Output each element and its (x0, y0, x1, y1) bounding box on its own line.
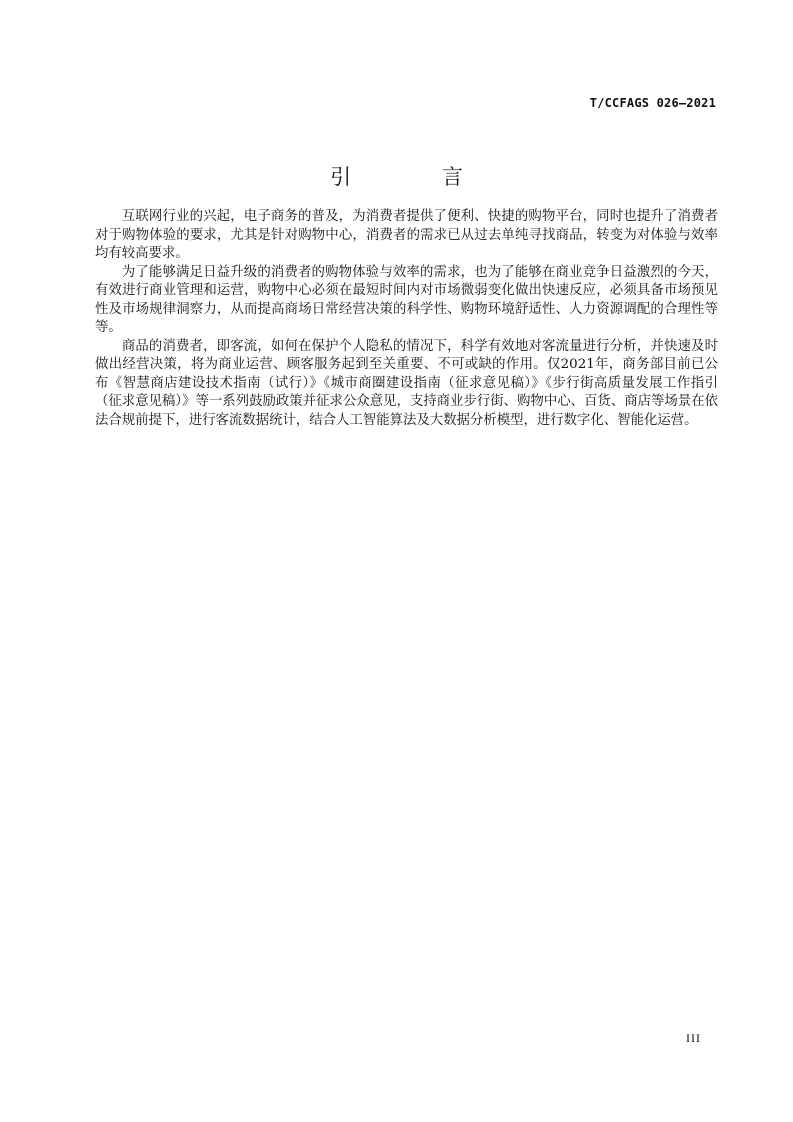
introduction-body (95, 208, 718, 430)
paragraph-1: 互联网行业的兴起，电子商务的普及，为消费者提供了便利、快捷的购物平台，同时也提升了消费者对于购物体验的要求，尤其是针对购物中心，消费者的需求已从过去单纯寻找商品，转变为对体验与效率均有较高要求。 (95, 209, 718, 261)
paragraph-2: 为了能够满足日益升级的消费者的购物体验与效率的需求，也为了能够在商业竞争日益激烈的今天，有效进行商业管理和运营，购物中心必须在最短时间内对市场微弱变化做出快速反应，必须具备市场预见性及市场规律洞察力，从而提高商场日常经营决策的科学性、购物环境舒适性、人力资源调配的合理性等等。 (95, 264, 718, 335)
page-title: 引 言 (330, 165, 505, 189)
page-number: III (686, 1031, 701, 1045)
standard-code: T/CCFAGS 026—2021 (589, 96, 716, 110)
paragraph-3: 商品的消费者，即客流，如何在保护个人隐私的情况下，科学有效地对客流量进行分析，并快速及时做出经营决策，将为商业运营、顾客服务起到至关重要、不可或缺的作用。仅2021年，商务部目前已公布《智慧商店建设技术指南（试行）》《城市商圈建设指南（征求意见稿）》《步行街高质量发展工作指引（征求意见稿）》等一系列鼓励政策并征求公众意见，支持商业步行街、购物中心、百货、商店等场景在依法合规前提下，进行客流数据统计，结合人工智能算法及大数据分析模型，进行数字化、智能化运营。 (95, 338, 718, 428)
